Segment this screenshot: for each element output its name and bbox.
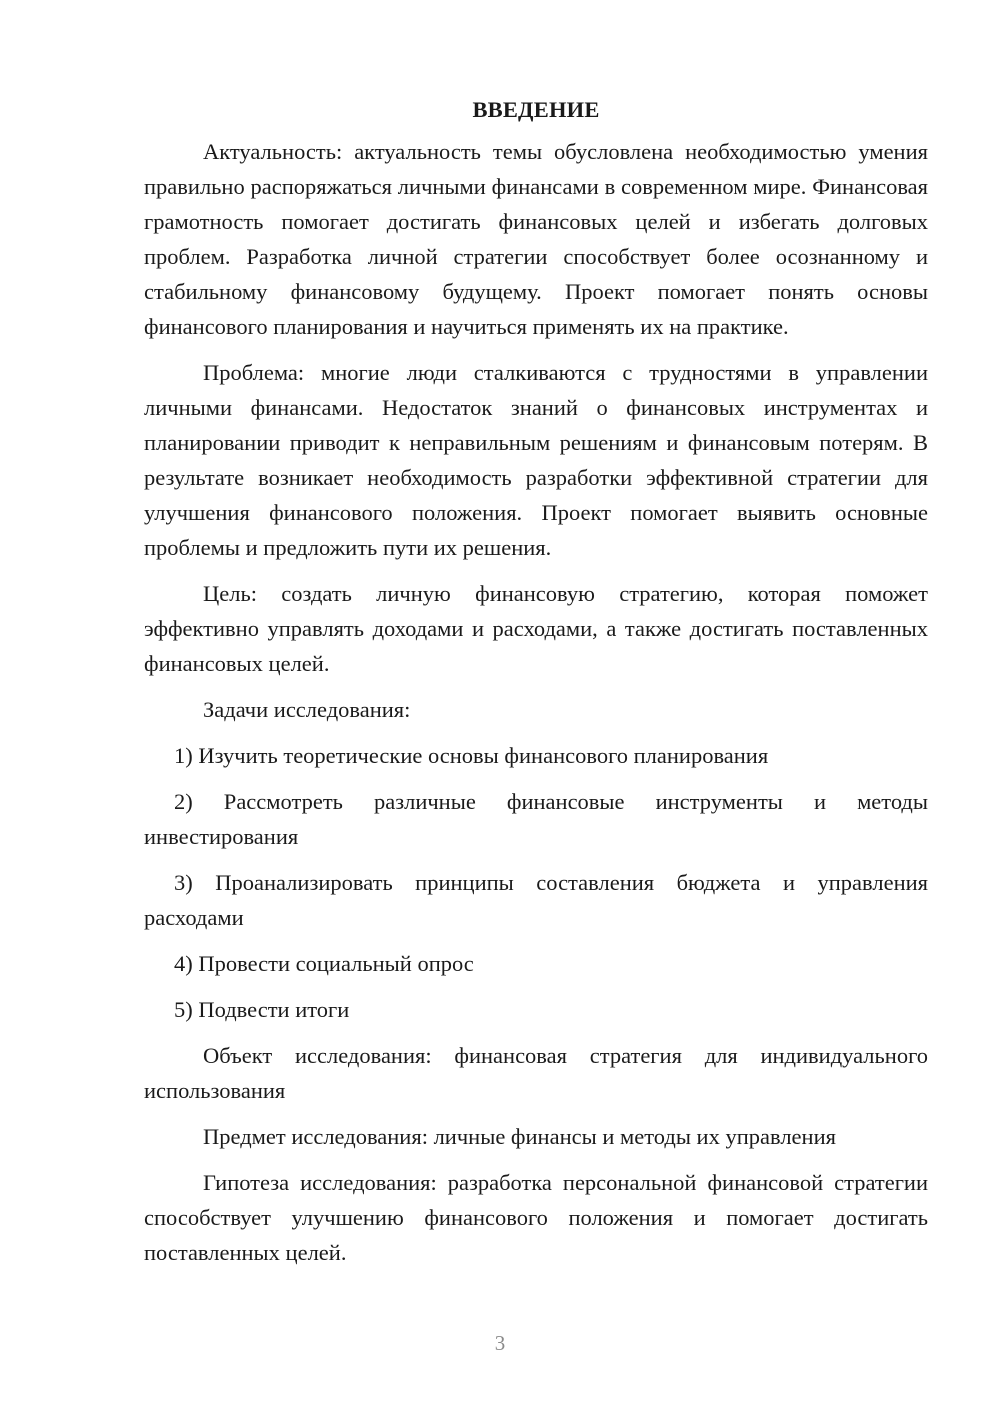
task-item-3: 3) Проанализировать принципы составления бюджета и управления расходами: [144, 870, 928, 930]
goal-paragraph: Цель: создать личную финансовую стратегию, которая поможет эффективно управлять доходами и расходами, а также достигать поставленных финансовых целей.: [144, 581, 928, 676]
section-heading: ВВЕДЕНИЕ: [472, 97, 600, 122]
tasks-title: Задачи исследования:: [203, 697, 411, 722]
task-item-5: 5) Подвести итоги: [174, 997, 350, 1022]
page-content: [144, 94, 928, 1281]
page-number: 3: [494, 1331, 506, 1355]
task-item-1: 1) Изучить теоретические основы финансового планирования: [174, 743, 769, 768]
task-item-4: 4) Провести социальный опрос: [174, 951, 474, 976]
hypothesis-paragraph: Гипотеза исследования: разработка персональной финансовой стратегии способствует улучшению финансового положения и помогает достигать поставленных целей.: [144, 1170, 928, 1265]
task-item-2: 2) Рассмотреть различные финансовые инструменты и методы инвестирования: [144, 789, 928, 849]
relevance-paragraph: Актуальность: актуальность темы обусловлена необходимостью умения правильно распоряжаться личными финансами в современном мире. Финансовая грамотность помогает достигать финансовых целей и избегать долговых проблем. Разработка личной стратегии способствует более осознанному и стабильному финансовому будущему. Проект помогает понять основы финансового планирования и научиться применять их на практике.: [144, 139, 928, 339]
subject-paragraph: Предмет исследования: личные финансы и методы их управления: [203, 1124, 836, 1149]
problem-paragraph: Проблема: многие люди сталкиваются с трудностями в управлении личными финансами. Недостаток знаний о финансовых инструментах и планировании приводит к неправильным решениям и финансовым потерям. В результате возникает необходимость разработки эффективной стратегии для улучшения финансового положения. Проект помогает выявить основные проблемы и предложить пути их решения.: [144, 360, 928, 560]
object-paragraph: Объект исследования: финансовая стратегия для индивидуального использования: [144, 1043, 928, 1103]
